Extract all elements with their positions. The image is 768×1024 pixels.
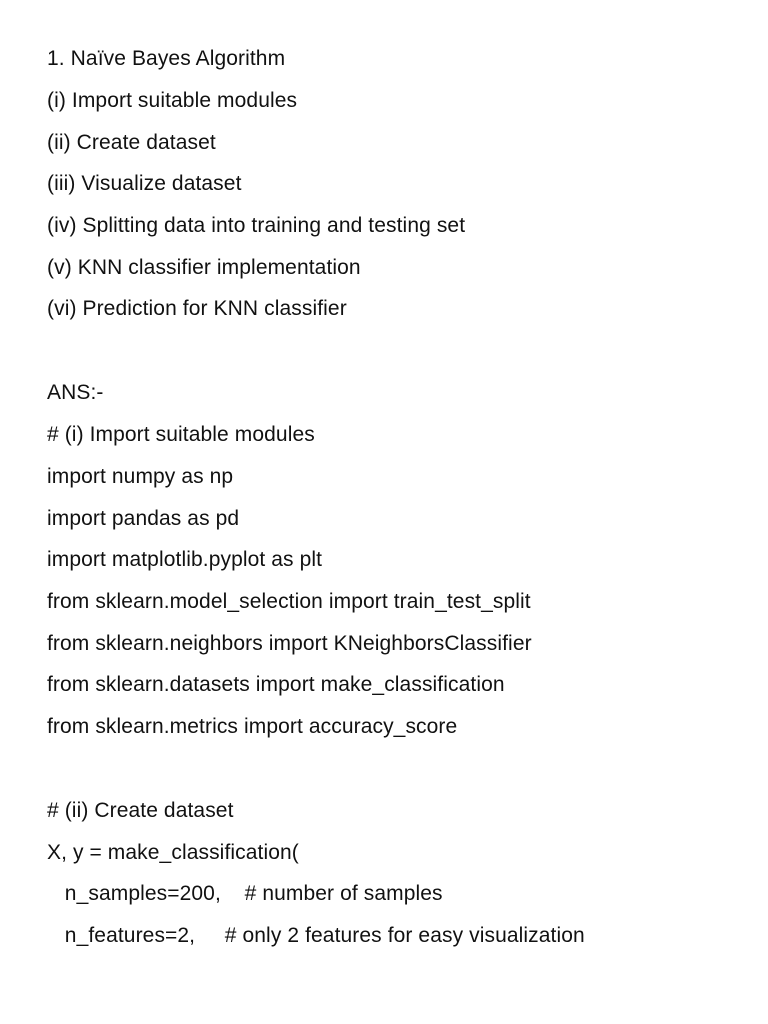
code-comment: # (i) Import suitable modules (47, 423, 315, 446)
code-line: n_samples=200, # number of samples (47, 882, 443, 905)
question-step: (i) Import suitable modules (47, 89, 298, 112)
code-line: from sklearn.model_selection import train_test_split (47, 590, 531, 613)
question-step: (v) KNN classifier implementation (47, 256, 361, 279)
question-step: (ii) Create dataset (47, 131, 216, 154)
code-line: from sklearn.neighbors import KNeighborsClassifier (47, 632, 532, 655)
question-step: (iii) Visualize dataset (47, 172, 242, 195)
code-line: X, y = make_classification( (47, 841, 299, 864)
code-line: import numpy as np (47, 465, 234, 488)
code-line: from sklearn.metrics import accuracy_score (47, 715, 458, 738)
code-comment: # (ii) Create dataset (47, 799, 234, 822)
answer-label: ANS:- (47, 381, 104, 404)
code-line: import pandas as pd (47, 507, 240, 530)
question-step: (iv) Splitting data into training and testing set (47, 214, 466, 237)
code-line: n_features=2, # only 2 features for easy visualization (47, 924, 585, 947)
question-step: (vi) Prediction for KNN classifier (47, 297, 347, 320)
code-line: from sklearn.datasets import make_classification (47, 673, 505, 696)
code-line: import matplotlib.pyplot as plt (47, 548, 323, 571)
question-title: 1. Naïve Bayes Algorithm (47, 47, 286, 70)
